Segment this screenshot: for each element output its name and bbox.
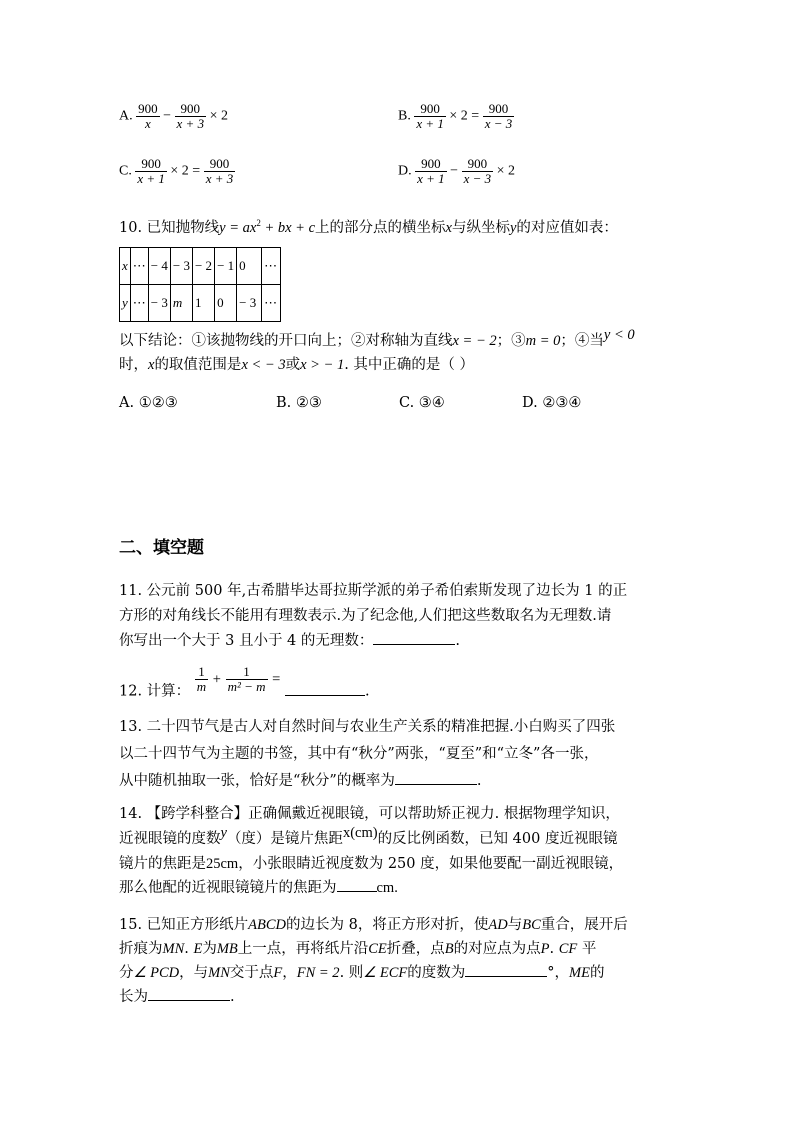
q11-line2: 方形的对角线长不能用有理数表示.为了纪念他,人们把这些数取名为无理数.请: [119, 608, 612, 624]
answer-blank[interactable]: [337, 877, 377, 892]
period: .: [364, 683, 370, 700]
math-var: CF: [558, 941, 578, 957]
answer-blank[interactable]: [395, 770, 477, 785]
q9-option-c: [119, 157, 235, 186]
section-title: 二、填空题: [119, 538, 204, 558]
q9-option-a: [119, 102, 228, 131]
stem-text: 上的部分点的横坐标: [315, 219, 446, 236]
fraction: [136, 102, 160, 131]
q13-line3: [119, 770, 481, 792]
q14-line3: [119, 853, 623, 875]
q11-text: 你写出一个大于 3 且小于 4 的无理数：: [119, 633, 374, 649]
q15-text: 平: [577, 941, 597, 957]
table-cell: − 3: [170, 248, 192, 285]
fraction: [462, 157, 494, 186]
option-label: A.: [119, 108, 133, 124]
q15-text: 为: [202, 941, 217, 957]
math-var: MN: [208, 965, 230, 981]
fraction: [415, 157, 447, 186]
table-cell: 1: [192, 285, 214, 322]
conclusion-text: ；④当: [560, 333, 604, 349]
table-cell: − 2: [192, 248, 214, 285]
q11-line3: [119, 630, 460, 652]
value-table: [119, 247, 281, 322]
q13-line2: 以二十四节气为主题的书签，其中有“秋分”两张，“夏至”和“立冬”各一张，: [119, 746, 599, 762]
q14-text: 那么他配的近视眼镜镜片的焦距为: [119, 880, 337, 896]
numerator: 900: [135, 157, 167, 172]
condition: y < 0: [603, 327, 635, 343]
conclusion-text: 时，: [119, 357, 148, 373]
operator: × 2 =: [170, 163, 201, 179]
table-cell: − 1: [215, 248, 237, 285]
fraction: [226, 665, 268, 694]
q14-line1: 14. 【跨学科整合】正确佩戴近视眼镜，可以帮助矫正视力. 根据物理学知识，: [119, 806, 620, 822]
operator: +: [212, 671, 221, 688]
var-y: y: [509, 219, 517, 236]
math-var: AD: [488, 917, 508, 933]
numerator: 900: [483, 102, 515, 117]
numerator: 900: [175, 102, 207, 117]
q14-text: 的反比例函数，已知 400 度近视眼镜: [377, 831, 618, 847]
math-var: CE: [368, 941, 387, 957]
option-d: D. ②③④: [522, 395, 582, 411]
q15-text: 的: [589, 965, 605, 981]
answer-blank[interactable]: [285, 681, 365, 696]
numerator: 900: [414, 102, 446, 117]
exponent: 2: [256, 218, 261, 228]
q9-option-d: [398, 157, 515, 186]
q15-text: ，: [282, 965, 297, 981]
option-b: B. ②③: [276, 395, 322, 411]
range-expression: x < − 3: [241, 357, 286, 373]
table-cell: 0: [237, 248, 262, 285]
period: .: [230, 989, 235, 1005]
multiplier: × 2: [209, 108, 228, 124]
math-var: F: [273, 965, 283, 981]
q15-line2: [119, 938, 596, 960]
table-row: [120, 248, 281, 285]
q15-text: 交于点: [229, 965, 274, 981]
q15-text: 长为: [119, 989, 148, 1005]
m-equation: m = 0: [525, 333, 561, 349]
q10-stem: [119, 212, 618, 239]
table-cell: x: [120, 248, 131, 285]
table-cell: ⋯: [130, 285, 148, 322]
denominator: x + 3: [205, 171, 234, 186]
answer-blank[interactable]: [465, 962, 547, 977]
denominator: x + 1: [137, 171, 165, 186]
q15-text: 15. 已知正方形纸片: [119, 917, 249, 933]
q15-line4: [119, 986, 235, 1008]
math-var: ∠ PCD: [133, 965, 180, 981]
option-c: C. ③④: [399, 395, 445, 411]
conclusion-text: ；③: [496, 333, 526, 349]
table-cell: − 3: [237, 285, 262, 322]
math-var: E: [193, 941, 203, 957]
question-number: 10. 已知抛物线: [119, 219, 220, 236]
focal-value: 25cm: [206, 856, 239, 872]
conclusion-text: 的取值范围是: [154, 357, 242, 373]
q15-text: 与: [507, 917, 523, 933]
q15-text: 分: [119, 965, 134, 981]
q15-text: 折叠，点: [386, 941, 445, 957]
var-x: x: [445, 219, 452, 236]
q13-line1: 13. 二十四节气是古人对自然时间与农业生产关系的精准把握.小白购买了四张: [119, 719, 616, 735]
parabola-equation-rest: + bx + c: [260, 219, 316, 236]
math-var: ABCD: [248, 917, 287, 933]
q15-text: 的边长为 8，将正方形对折，使: [286, 917, 489, 933]
q15-text: 的度数为: [407, 965, 466, 981]
stem-text: 的对应值如表：: [516, 219, 618, 236]
denominator: x + 3: [176, 116, 205, 131]
q15-line3: [119, 962, 604, 984]
math-var: ∠ ECF: [363, 965, 408, 981]
q13-text: 从中随机抽取一张，恰好是“秋分”的概率为: [119, 773, 395, 789]
conclusion-text: 或: [285, 357, 301, 373]
math-var: P: [540, 941, 550, 957]
q15-text: .: [549, 941, 559, 957]
math-var: MB: [216, 941, 238, 957]
denominator: x − 3: [463, 171, 492, 186]
fraction: [175, 102, 207, 131]
denominator: x + 1: [417, 171, 445, 186]
q15-text: ，与: [179, 965, 209, 981]
fraction: [204, 157, 236, 186]
q14-text: ，小张眼睛近视度数为 250 度，如果他要配一副近视眼镜，: [238, 856, 624, 872]
table-cell: ⋯: [262, 285, 281, 322]
math-var: ME: [569, 965, 590, 981]
answer-blank[interactable]: [148, 986, 230, 1001]
fraction: [414, 102, 446, 131]
fraction: [483, 102, 515, 131]
math-var: B: [444, 941, 454, 957]
table-cell: ⋯: [130, 248, 148, 285]
q14-text: 近视眼镜的度数: [119, 831, 221, 847]
var-x: x: [148, 357, 155, 373]
table-cell: 0: [215, 285, 237, 322]
denominator: x: [144, 116, 151, 131]
table-cell: ⋯: [262, 248, 281, 285]
numerator: 900: [138, 101, 158, 116]
operator: −: [163, 108, 172, 124]
math-var: MN: [162, 941, 185, 957]
denominator: x − 3: [484, 116, 513, 131]
q15-text: 的对应点为点: [453, 941, 541, 957]
option-label: C.: [119, 163, 132, 179]
stem-text: 与纵坐标: [451, 219, 510, 236]
numerator: 1: [226, 665, 268, 680]
q14-line4: [119, 877, 398, 899]
q15-text: 折痕为: [119, 941, 163, 957]
table-cell: − 3: [148, 285, 170, 322]
numerator: 900: [462, 157, 494, 172]
unit: cm.: [376, 880, 398, 896]
range-expression: x > − 1: [300, 357, 345, 373]
period: .: [476, 773, 482, 789]
option-a: A. ①②③: [119, 395, 178, 411]
option-label: D.: [398, 163, 412, 179]
denominator: x + 1: [416, 116, 444, 131]
question-number: 12. 计算：: [119, 683, 191, 700]
option-label: B.: [398, 108, 411, 124]
axis-equation: x = − 2: [452, 333, 497, 349]
q14-text: （度）是镜片焦距: [226, 831, 343, 847]
var-x: x(cm): [342, 825, 378, 841]
q15-text: 上一点，再将纸片沿: [237, 941, 369, 957]
numerator: 900: [415, 157, 447, 172]
table-cell: y: [120, 285, 131, 322]
q15-text: . 则: [339, 965, 364, 981]
table-cell: m: [170, 285, 192, 322]
math-var: BC: [522, 917, 541, 933]
q10-conclusions-line2: [119, 354, 474, 376]
multiplier: × 2: [496, 163, 516, 179]
operator: =: [272, 671, 281, 688]
answer-blank[interactable]: [373, 630, 455, 645]
q14-text: 镜片的焦距是: [119, 856, 206, 872]
math-var: FN = 2: [296, 965, 340, 981]
parabola-equation: y = ax: [219, 219, 257, 236]
q15-text: 重合，展开后: [540, 917, 628, 933]
table-row: [120, 285, 281, 322]
q15-line1: [119, 914, 628, 936]
q9-option-b: [398, 102, 514, 131]
q12-line: [119, 665, 370, 701]
q15-text: °，: [547, 965, 570, 981]
q15-text: .: [184, 941, 194, 957]
conclusion-text: . 其中正确的是（ ）: [344, 357, 475, 373]
fraction: [195, 665, 208, 694]
denominator: m: [196, 679, 207, 694]
operator: −: [450, 163, 459, 179]
q14-line2: [119, 825, 618, 850]
conclusion-text: 以下结论：①该抛物线的开口向上；②对称轴为直线: [119, 333, 453, 349]
q11-line1: 11. 公元前 500 年,古希腊毕达哥拉斯学派的弟子希伯索斯发现了边长为 1 的正: [119, 583, 628, 599]
denominator: m² − m: [227, 679, 266, 694]
numerator: 900: [204, 157, 236, 172]
fraction: [135, 157, 167, 186]
var-y: y: [220, 825, 227, 841]
q10-conclusions-line1: [119, 327, 635, 352]
numerator: 1: [195, 665, 208, 680]
operator: × 2 =: [449, 108, 480, 124]
period: .: [455, 633, 460, 649]
table-cell: − 4: [148, 248, 170, 285]
